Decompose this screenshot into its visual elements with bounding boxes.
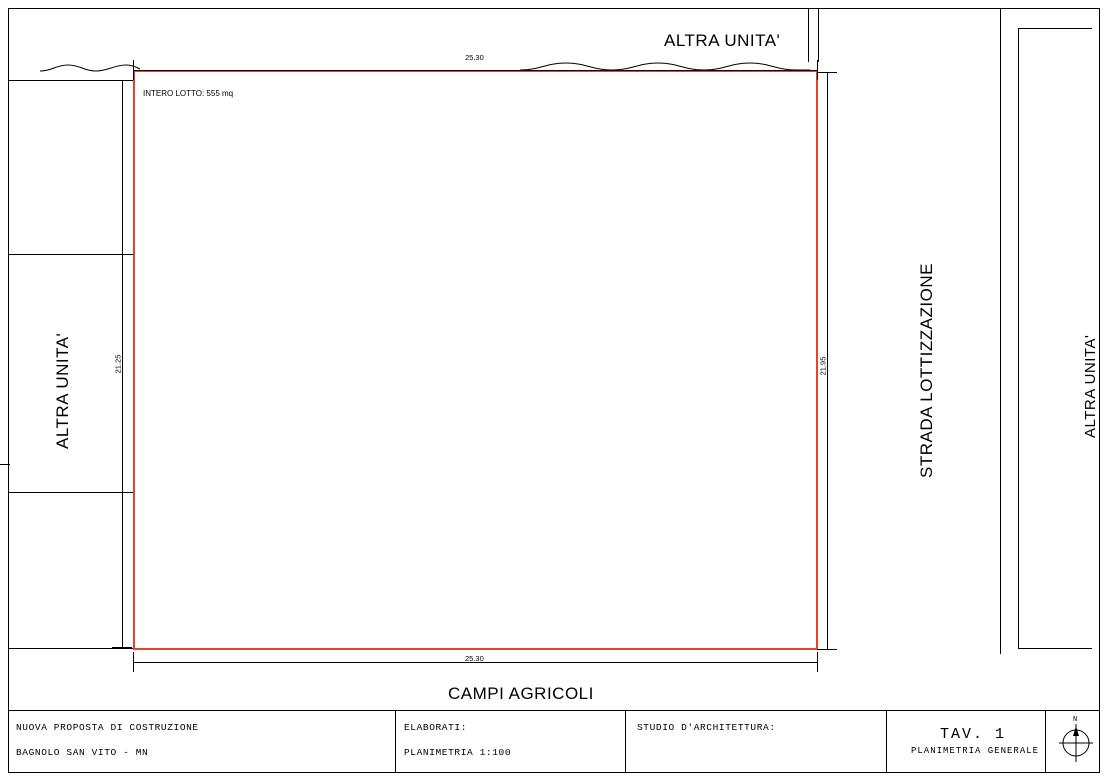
dim-bottom-tick-left	[133, 652, 134, 672]
left-border-tick	[0, 464, 10, 465]
title-block-project-name: NUOVA PROPOSTA DI COSTRUZIONE	[16, 722, 199, 733]
dim-bottom-tick-right	[817, 652, 818, 672]
dim-left-tick-top	[112, 80, 132, 81]
right-unit-left-edge	[1018, 28, 1019, 648]
dim-top-tick-right	[817, 60, 818, 80]
label-strada-lottizzazione: STRADA LOTTIZZAZIONE	[917, 263, 936, 478]
dim-right-tick-bottom	[817, 649, 837, 650]
plot-edge-left	[133, 70, 135, 650]
title-block-studio-label: STUDIO D'ARCHITETTURA:	[637, 722, 776, 733]
title-block-tav-number: TAV. 1	[940, 726, 1007, 743]
label-altra-unita-left: ALTRA UNITA'	[53, 332, 72, 449]
compass-icon	[1056, 722, 1096, 764]
title-block-elaborati-value: PLANIMETRIA 1:100	[404, 747, 512, 758]
dim-left-tick-bottom	[112, 647, 132, 648]
title-block-div-1	[395, 710, 396, 773]
break-line-left	[40, 62, 140, 76]
dim-top-tick-left	[133, 60, 134, 80]
label-altra-unita-top: ALTRA UNITA'	[664, 31, 781, 50]
dim-right-tick-top	[817, 72, 837, 73]
dim-bottom-value: 25.30	[465, 654, 484, 663]
label-intero-lotto: INTERO LOTTO: 555 mq	[143, 89, 234, 98]
right-unit-bottom-edge	[1018, 648, 1092, 649]
title-block-project-location: BAGNOLO SAN VITO - MN	[16, 747, 149, 758]
left-parcel-line-4	[8, 648, 134, 649]
left-parcel-line-3	[8, 492, 134, 493]
dim-top-line	[133, 70, 818, 71]
title-block-tav-subtitle: PLANIMETRIA GENERALE	[911, 746, 1040, 756]
left-parcel-line-2	[8, 254, 134, 255]
label-altra-unita-right: ALTRA UNITA'	[1082, 334, 1099, 438]
dim-right-value: 21.95	[818, 356, 828, 376]
plot-edge-bottom	[133, 648, 818, 650]
title-block-div-4	[1045, 710, 1046, 773]
top-unit-right-edge-2	[818, 9, 819, 62]
title-block-top-edge	[8, 710, 1100, 711]
dim-top-value: 25.30	[465, 53, 484, 62]
title-block-elaborati-label: ELABORATI:	[404, 722, 468, 733]
left-parcel-outer-edge	[8, 80, 9, 648]
title-block-div-2	[625, 710, 626, 773]
dim-left-value: 21.25	[113, 354, 123, 374]
right-unit-top-edge	[1018, 28, 1092, 29]
top-unit-right-edge	[808, 9, 809, 62]
road-left-edge	[1000, 9, 1001, 654]
title-block-div-3	[886, 710, 887, 773]
label-campi-agricoli: CAMPI AGRICOLI	[448, 684, 594, 703]
compass-north-label: N	[1073, 716, 1078, 724]
